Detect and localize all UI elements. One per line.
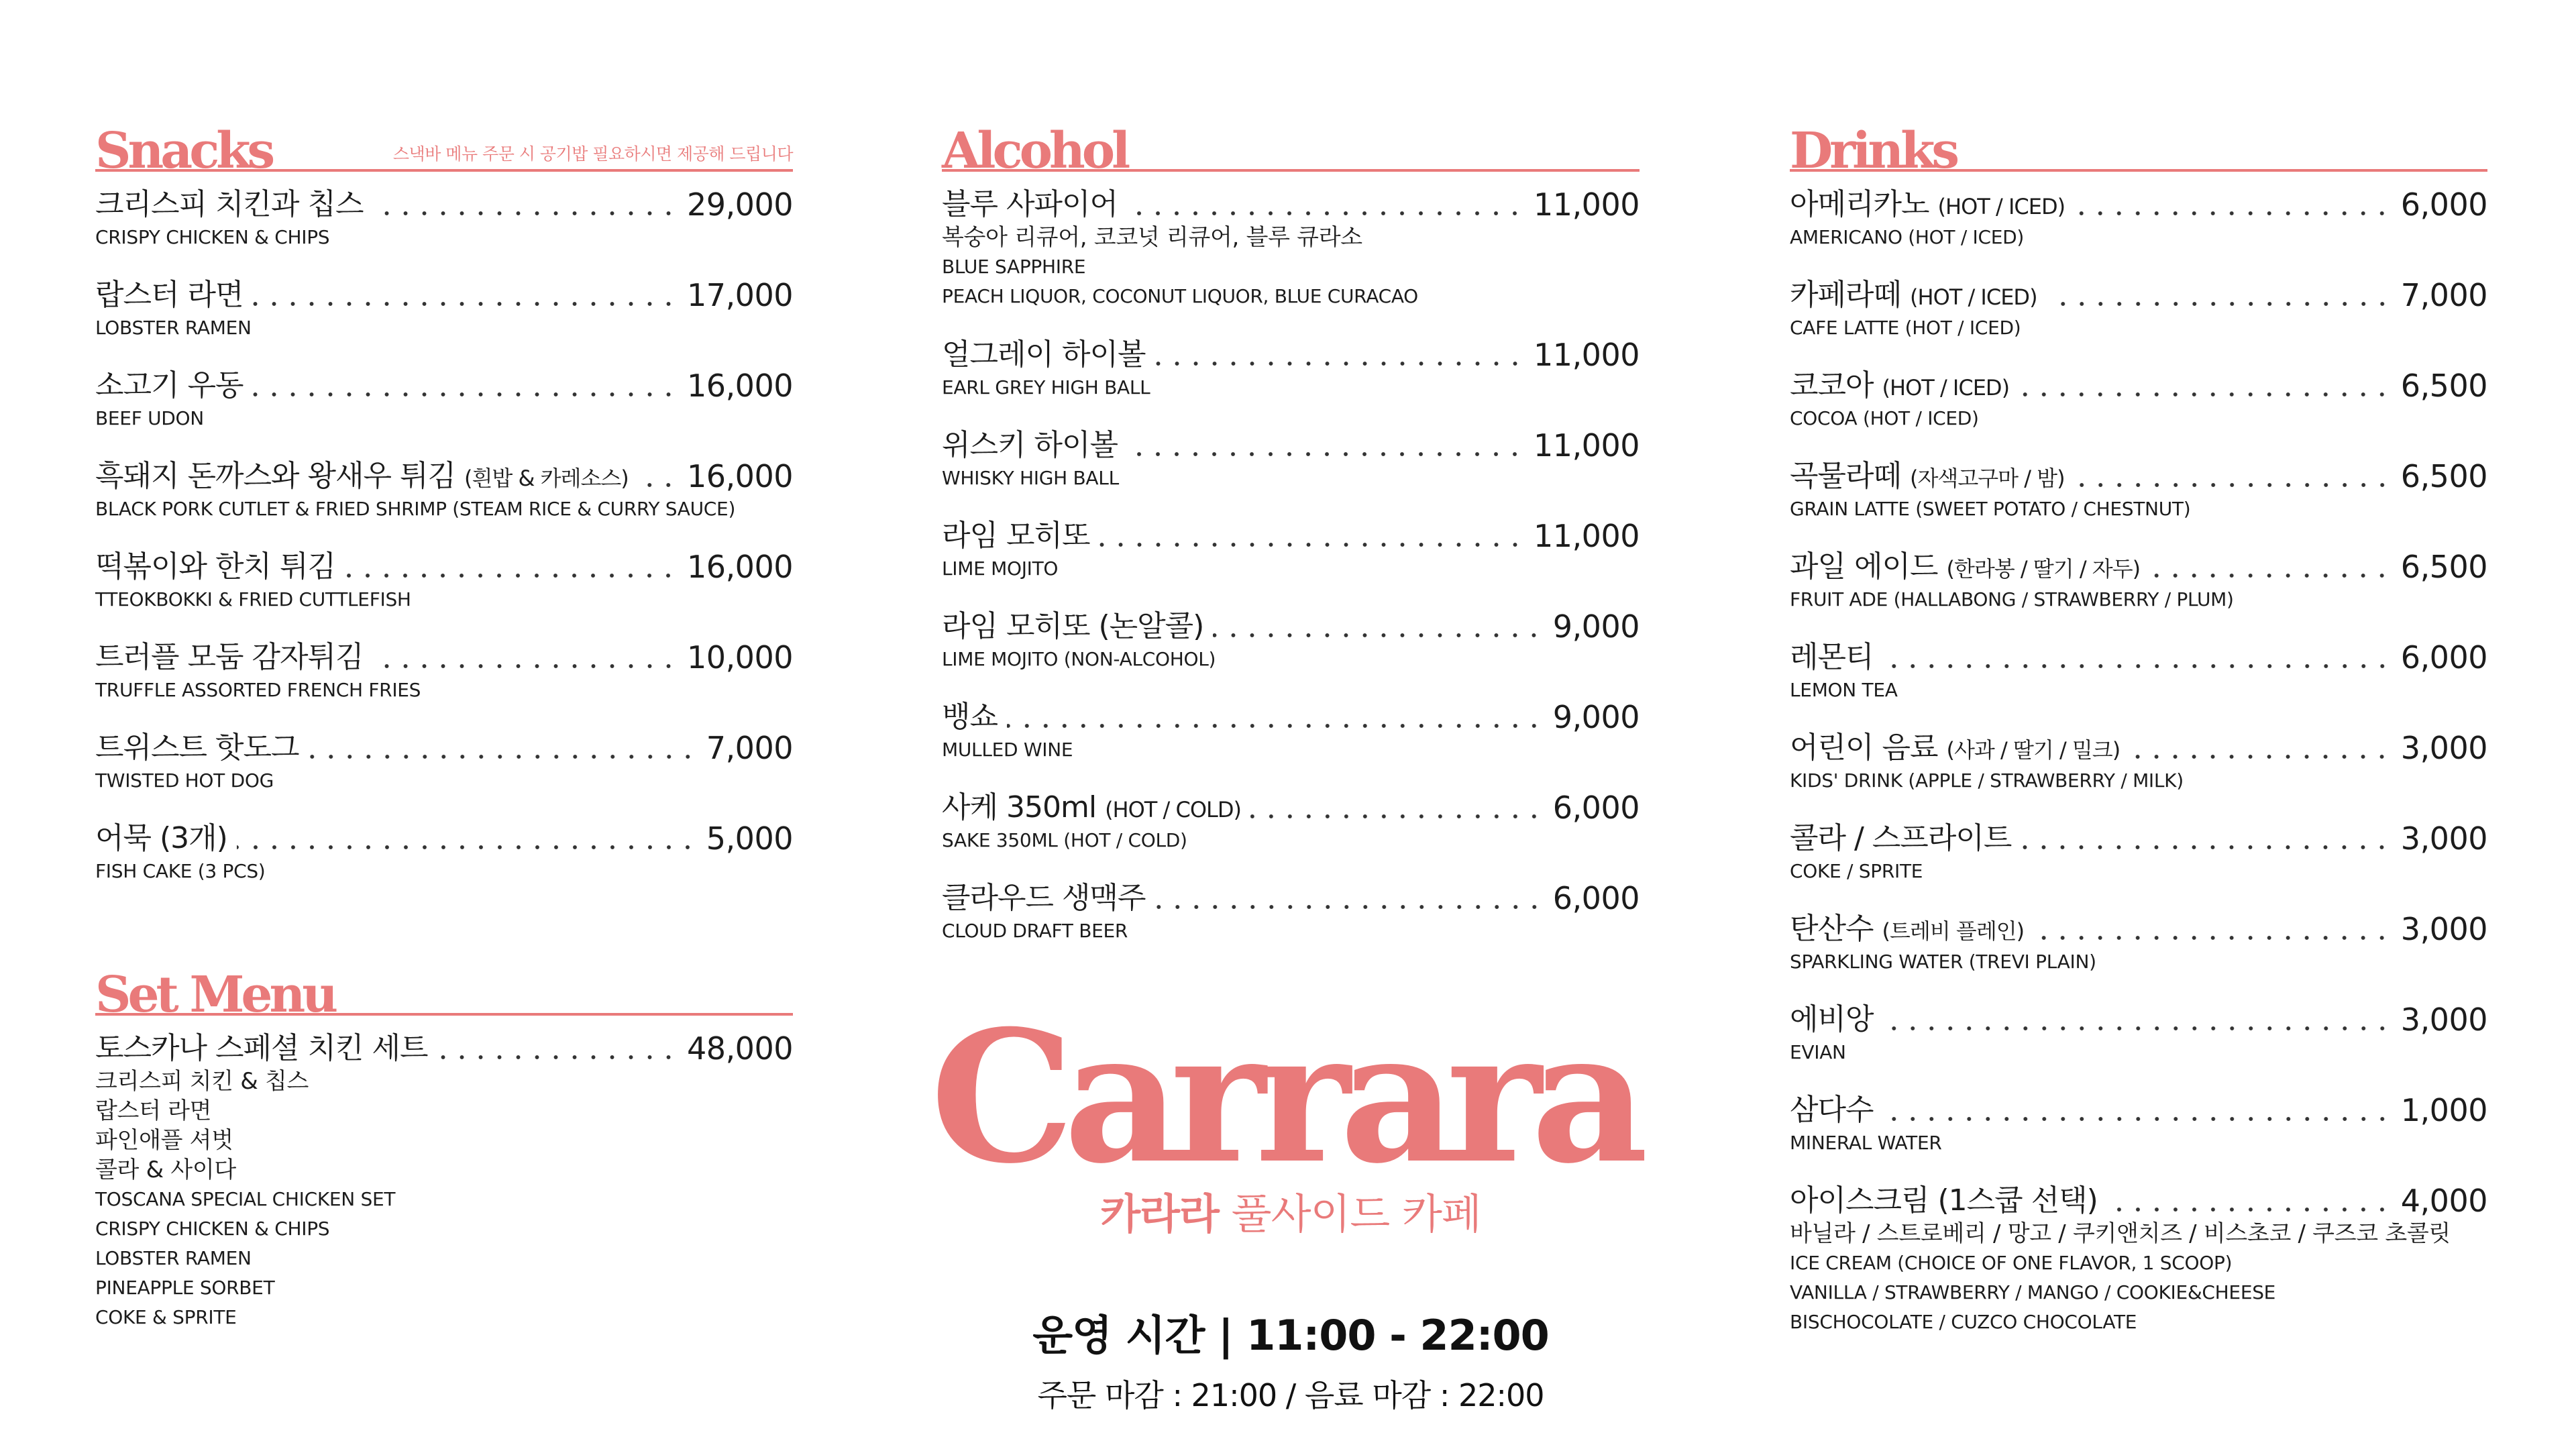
menu-item xyxy=(95,729,793,819)
dot-leader xyxy=(2021,845,2391,850)
item-english: SPARKLING WATER (TREVI PLAIN) xyxy=(1790,951,2096,973)
menu-item xyxy=(1790,638,2487,729)
dot-leader xyxy=(1127,211,1524,216)
set-menu-price: 48,000 xyxy=(687,1030,793,1067)
dot-leader xyxy=(2149,573,2392,578)
ice-cream-flavors-korean: 바닐라 / 스트로베리 / 망고 / 쿠키앤치즈 / 비스초코 / 쿠즈코 초콜릿 xyxy=(1790,1220,2451,1247)
snacks-header xyxy=(95,122,793,180)
item-english: WHISKY HIGH BALL xyxy=(942,467,1119,489)
item-price: 6,500 xyxy=(2400,368,2487,404)
menu-item xyxy=(1790,547,2487,638)
item-price: 16,000 xyxy=(687,368,793,404)
item-korean-description: 복숭아 리큐어, 코코넛 리큐어, 블루 큐라소 xyxy=(942,224,1362,251)
item-english: CRISPY CHICKEN & CHIPS xyxy=(95,226,330,248)
item-english: FISH CAKE (3 PCS) xyxy=(95,860,266,882)
item-name: 어묵 (3개) xyxy=(95,821,227,855)
item-price: 4,000 xyxy=(2400,1183,2487,1219)
dot-leader xyxy=(1007,723,1544,729)
item-name: 어린이 음료 (사과 / 딸기 / 밀크) xyxy=(1790,731,2121,765)
dot-leader xyxy=(1250,814,1544,819)
dot-leader xyxy=(309,754,697,759)
menu-item xyxy=(1790,1000,2487,1091)
dot-leader xyxy=(237,845,697,850)
set-menu-component: 파인애플 셔벗 xyxy=(95,1127,233,1154)
item-english: GRAIN LATTE (SWEET POTATO / CHESTNUT) xyxy=(1790,498,2191,520)
item-price: 16,000 xyxy=(687,458,793,494)
dot-leader xyxy=(1883,1116,2392,1122)
drinks-section xyxy=(1790,123,2487,1332)
item-price: 6,000 xyxy=(2400,639,2487,676)
set-menu-english: TOSCANA SPECIAL CHICKEN SET xyxy=(95,1188,396,1210)
menu-item xyxy=(95,185,793,276)
menu-item xyxy=(942,426,1640,517)
item-english: BLUE SAPPHIRE xyxy=(942,256,1086,278)
drinks-list xyxy=(1790,185,2487,1332)
menu-item xyxy=(942,335,1640,426)
item-price: 11,000 xyxy=(1534,518,1640,554)
item-name: 삼다수 xyxy=(1790,1093,1874,1127)
snacks-section xyxy=(95,123,793,910)
cafe-logo: Carrara xyxy=(930,990,1638,1203)
set-menu-english: COKE & SPRITE xyxy=(95,1306,237,1328)
menu-item xyxy=(1790,819,2487,910)
item-name: 곡물라떼 (자색고구마 / 밤) xyxy=(1790,459,2065,493)
item-name: 떡볶이와 한치 튀김 xyxy=(95,549,336,584)
item-english: AMERICANO (HOT / ICED) xyxy=(1790,226,2025,248)
dot-leader xyxy=(1883,1026,2392,1031)
set-menu-name: 토스카나 스페셜 치킨 세트 xyxy=(95,1031,428,1065)
item-price: 11,000 xyxy=(1534,427,1640,464)
item-price: 9,000 xyxy=(1552,699,1640,735)
item-english: LIME MOJITO (NON-ALCOHOL) xyxy=(942,648,1216,670)
drinks-header xyxy=(1790,122,2487,180)
ice-cream-flavors-english: VANILLA / STRAWBERRY / MANGO / COOKIE&CHEESE xyxy=(1790,1281,2276,1303)
item-english: EARL GREY HIGH BALL xyxy=(942,376,1150,398)
dot-leader xyxy=(1127,451,1524,457)
item-english: CAFE LATTE (HOT / ICED) xyxy=(1790,317,2021,339)
item-price: 3,000 xyxy=(2400,820,2487,857)
item-name: 트위스트 핫도그 xyxy=(95,731,299,765)
item-name: 사케 350ml (HOT / COLD) xyxy=(942,790,1241,824)
item-name: 과일 에이드 (한라봉 / 딸기 / 자두) xyxy=(1790,549,2141,584)
item-name: 레몬티 xyxy=(1790,640,1874,674)
menu-item xyxy=(942,879,1640,969)
set-menu-row xyxy=(95,1029,793,1067)
operating-hours: 운영 시간 | 11:00 - 22:00 xyxy=(1032,1311,1549,1360)
dot-leader xyxy=(638,482,678,488)
item-price: 5,000 xyxy=(706,820,793,857)
dot-leader xyxy=(2047,301,2392,307)
item-price: 7,000 xyxy=(706,730,793,766)
item-english: FRUIT ADE (HALLABONG / STRAWBERRY / PLUM) xyxy=(1790,588,2234,610)
item-english: MINERAL WATER xyxy=(1790,1132,1942,1154)
menu-item xyxy=(942,517,1640,607)
dot-leader xyxy=(253,392,678,397)
item-name: 트러플 모둠 감자튀김 xyxy=(95,640,364,674)
item-price: 3,000 xyxy=(2400,911,2487,947)
snacks-title: Snacks xyxy=(95,122,272,180)
item-english: COCOA (HOT / ICED) xyxy=(1790,407,1979,429)
item-english: EVIAN xyxy=(1790,1041,1846,1063)
dot-leader xyxy=(2033,935,2392,941)
menu-item xyxy=(942,698,1640,788)
item-english-description: PEACH LIQUOR, COCONUT LIQUOR, BLUE CURACAO xyxy=(942,285,1418,307)
menu-item xyxy=(1790,910,2487,1000)
menu-item xyxy=(942,788,1640,879)
item-name: 얼그레이 하이볼 xyxy=(942,337,1146,372)
dot-leader xyxy=(2074,211,2392,216)
set-menu-english: PINEAPPLE SORBET xyxy=(95,1277,275,1299)
menu-item xyxy=(95,366,793,457)
item-price: 16,000 xyxy=(687,549,793,585)
item-name: 아이스크림 (1스쿱 선택) xyxy=(1790,1183,2098,1218)
menu-item xyxy=(95,819,793,910)
dot-leader xyxy=(2107,1207,2392,1212)
item-price: 10,000 xyxy=(687,639,793,676)
dot-leader xyxy=(2129,754,2392,759)
item-name: 콜라 / 스프라이트 xyxy=(1790,821,2012,855)
dot-leader xyxy=(2019,392,2392,397)
menu-item xyxy=(1790,185,2487,276)
item-english: TWISTED HOT DOG xyxy=(95,769,274,792)
item-price: 11,000 xyxy=(1534,186,1640,223)
item-name: 탄산수 (트레비 플레인) xyxy=(1790,912,2025,946)
item-name: 클라우드 생맥주 xyxy=(942,881,1146,915)
item-name: 블루 사파이어 xyxy=(942,187,1118,221)
item-price: 1,000 xyxy=(2400,1092,2487,1128)
item-price: 3,000 xyxy=(2400,730,2487,766)
menu-item xyxy=(95,457,793,547)
set-menu-title: Set Menu xyxy=(95,966,335,1024)
ice-cream-flavors-english: BISCHOCOLATE / CUZCO CHOCOLATE xyxy=(1790,1311,2137,1333)
item-english: SAKE 350ML (HOT / COLD) xyxy=(942,829,1187,851)
set-menu-section xyxy=(95,967,793,1332)
alcohol-title: Alcohol xyxy=(942,122,1128,180)
dot-leader xyxy=(1883,663,2392,669)
alcohol-list xyxy=(942,185,1640,969)
dot-leader xyxy=(373,663,678,669)
menu-item xyxy=(1790,457,2487,547)
item-name: 크리스피 치킨과 칩스 xyxy=(95,187,364,221)
item-english: COKE / SPRITE xyxy=(1790,860,1923,882)
dot-leader xyxy=(2074,482,2392,488)
item-name: 아메리카노 (HOT / ICED) xyxy=(1790,187,2065,221)
alcohol-header xyxy=(942,122,1640,180)
cafe-name-korean: 카라라 xyxy=(1100,1189,1219,1238)
set-menu-english: CRISPY CHICKEN & CHIPS xyxy=(95,1218,330,1240)
item-english: MULLED WINE xyxy=(942,739,1073,761)
item-english: TTEOKBOKKI & FRIED CUTTLEFISH xyxy=(95,588,411,610)
menu-item xyxy=(95,276,793,366)
menu-item xyxy=(1790,276,2487,366)
item-name: 위스키 하이볼 xyxy=(942,428,1118,462)
item-price: 11,000 xyxy=(1534,337,1640,373)
item-english: BEEF UDON xyxy=(95,407,204,429)
item-name: 에비앙 xyxy=(1790,1002,1874,1036)
dot-leader xyxy=(437,1055,678,1060)
item-english: ICE CREAM (CHOICE OF ONE FLAVOR, 1 SCOOP) xyxy=(1790,1252,2233,1274)
item-english: LIME MOJITO xyxy=(942,557,1059,580)
dot-leader xyxy=(345,573,678,578)
item-price: 7,000 xyxy=(2400,277,2487,313)
set-menu-english: LOBSTER RAMEN xyxy=(95,1247,252,1269)
item-english: BLACK PORK CUTLET & FRIED SHRIMP (STEAM RICE & CURRY SAUCE) xyxy=(95,498,736,520)
set-menu-component: 크리스피 치킨 & 칩스 xyxy=(95,1068,309,1095)
menu-item xyxy=(1790,1091,2487,1181)
menu-item xyxy=(942,185,1640,335)
dot-leader xyxy=(373,211,678,216)
item-english: LOBSTER RAMEN xyxy=(95,317,252,339)
item-price: 6,000 xyxy=(2400,186,2487,223)
item-name: 랍스터 라면 xyxy=(95,278,244,312)
menu-item xyxy=(95,547,793,638)
dot-leader xyxy=(253,301,678,307)
item-name: 뱅쇼 xyxy=(942,700,998,734)
alcohol-section xyxy=(942,123,1640,969)
set-menu-component: 콜라 & 사이다 xyxy=(95,1157,236,1183)
set-menu-component: 랍스터 라면 xyxy=(95,1097,212,1124)
item-name: 카페라떼 (HOT / ICED) xyxy=(1790,278,2037,312)
item-english: CLOUD DRAFT BEER xyxy=(942,920,1128,942)
item-price: 9,000 xyxy=(1552,608,1640,645)
item-english: LEMON TEA xyxy=(1790,679,1898,701)
set-menu-header xyxy=(95,966,793,1024)
dot-leader xyxy=(1099,542,1525,547)
item-name: 코코아 (HOT / ICED) xyxy=(1790,368,2010,402)
item-price: 3,000 xyxy=(2400,1002,2487,1038)
menu-item xyxy=(942,607,1640,698)
menu-item xyxy=(1790,366,2487,457)
item-price: 6,000 xyxy=(1552,880,1640,916)
menu-item xyxy=(1790,729,2487,819)
item-name: 흑돼지 돈까스와 왕새우 튀김 (흰밥 & 카레소스) xyxy=(95,459,629,493)
last-order-times: 주문 마감 : 21:00 / 음료 마감 : 22:00 xyxy=(1037,1377,1544,1413)
ice-cream-item xyxy=(1790,1181,2487,1332)
item-price: 29,000 xyxy=(687,186,793,223)
menu-item xyxy=(95,638,793,729)
item-name: 소고기 우동 xyxy=(95,368,244,402)
dot-leader xyxy=(1155,904,1544,910)
item-price: 6,500 xyxy=(2400,549,2487,585)
dot-leader xyxy=(1155,361,1525,366)
cafe-descriptor: 풀사이드 카페 xyxy=(1231,1189,1481,1238)
snacks-list xyxy=(95,185,793,910)
item-price: 6,000 xyxy=(1552,790,1640,826)
item-english: KIDS' DRINK (APPLE / STRAWBERRY / MILK) xyxy=(1790,769,2184,792)
drinks-title: Drinks xyxy=(1790,122,1957,180)
dot-leader xyxy=(1213,633,1543,638)
snacks-note: 스낵바 메뉴 주문 시 공기밥 필요하시면 제공해 드립니다 xyxy=(392,144,793,164)
item-name: 라임 모히또 (논알콜) xyxy=(942,609,1204,643)
item-name: 라임 모히또 xyxy=(942,519,1090,553)
item-price: 6,500 xyxy=(2400,458,2487,494)
brand-block xyxy=(930,990,1640,1415)
item-price: 17,000 xyxy=(687,277,793,313)
item-english: TRUFFLE ASSORTED FRENCH FRIES xyxy=(95,679,421,701)
